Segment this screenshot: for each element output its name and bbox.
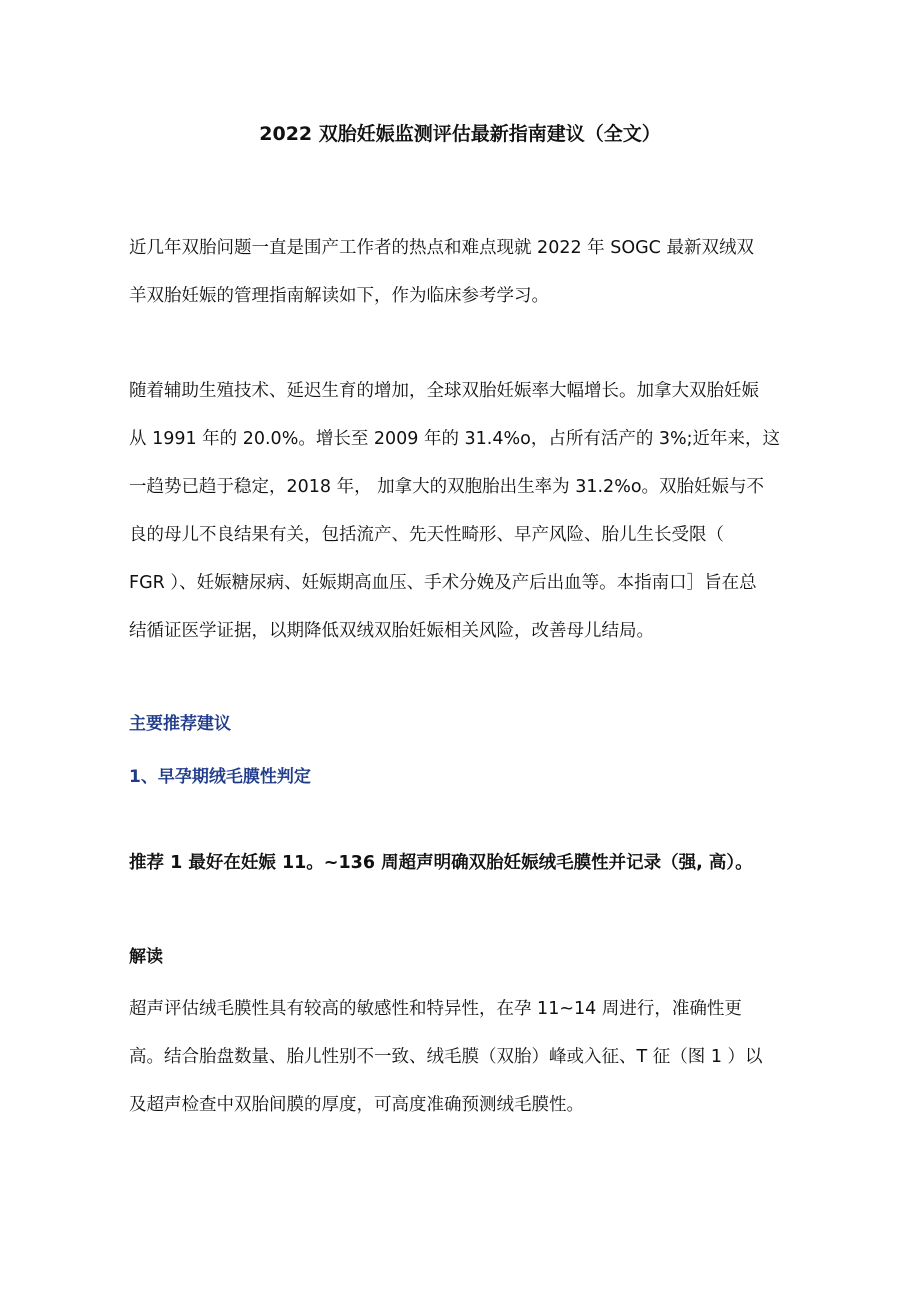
paragraph-line: 羊双胎妊娠的管理指南解读如下，作为临床参考学习。: [129, 286, 549, 306]
paragraph-line: FGR ）、妊娠糖尿病、妊娠期高血压、手术分娩及产后出血等。本指南口］旨在总: [129, 573, 757, 593]
paragraph-line: 近几年双胎问题一直是围产工作者的热点和难点现就 2022 年 SOGC 最新双绒双: [129, 238, 754, 258]
background-paragraph: [129, 367, 809, 655]
paragraph-line: 良的母儿不良结果有关，包括流产、先天性畸形、早产风险、胎儿生长受限（: [129, 525, 724, 545]
intro-paragraph: [129, 224, 809, 320]
interpretation-label: 解读: [129, 947, 163, 967]
subsection-heading-chorionicity: 1、早孕期绒毛膜性判定: [129, 767, 311, 787]
interpretation-paragraph: [129, 985, 809, 1129]
recommendation-1: 推荐 1 最好在妊娠 11。~136 周超声明确双胎妊娠绒毛膜性并记录（强, 高）。: [129, 853, 753, 873]
document-title: 2022 双胎妊娠监测评估最新指南建议（全文）: [259, 123, 661, 145]
paragraph-line: 一趋势已趋于稳定，2018 年， 加拿大的双胞胎出生率为 31.2%o。双胎妊娠与不: [129, 477, 765, 497]
paragraph-line: 结循证医学证据，以期降低双绒双胎妊娠相关风险，改善母儿结局。: [129, 621, 654, 641]
paragraph-line: 超声评估绒毛膜性具有较高的敏感性和特异性，在孕 11~14 周进行，准确性更: [129, 999, 742, 1019]
paragraph-line: 高。结合胎盘数量、胎儿性别不一致、绒毛膜（双胎）峰或入征、T 征（图 1 ）以: [129, 1047, 763, 1067]
paragraph-line: 随着辅助生殖技术、延迟生育的增加，全球双胎妊娠率大幅增长。加拿大双胎妊娠: [129, 381, 759, 401]
paragraph-line: 从 1991 年的 20.0%。增长至 2009 年的 31.4%o，占所有活产的 3%;近年来，这: [129, 429, 781, 449]
paragraph-line: 及超声检查中双胎间膜的厚度，可高度准确预测绒毛膜性。: [129, 1095, 584, 1115]
section-heading-main-recommendations: 主要推荐建议: [129, 714, 231, 734]
